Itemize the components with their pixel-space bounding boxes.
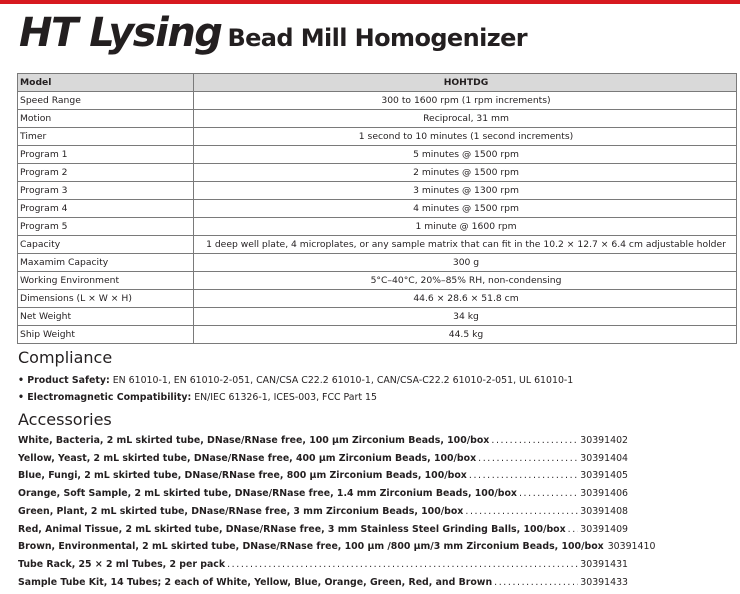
compliance-item [18, 389, 573, 406]
spec-row [18, 218, 737, 236]
spec-label: Program 3 [18, 182, 194, 200]
catalog-number: 30391408 [580, 505, 628, 517]
catalog-number: 30391405 [580, 470, 628, 482]
accessory-name: Yellow, Yeast, 2 mL skirted tube, DNase/RNase free, 400 µm Zirconium Beads, 100/box [18, 452, 477, 464]
spec-value: 44.6 × 28.6 × 51.8 cm [194, 290, 737, 308]
spec-label: Motion [18, 110, 194, 128]
page-title [19, 10, 527, 56]
dot-leader [519, 485, 578, 503]
spec-header-value: HOHTDG [194, 74, 737, 92]
spec-value: 34 kg [194, 308, 737, 326]
accessory-name: Blue, Fungi, 2 mL skirted tube, DNase/RNase free, 800 µm Zirconium Beads, 100/box [18, 470, 467, 482]
accessory-name: Tube Rack, 25 × 2 ml Tubes, 2 per pack [18, 558, 226, 570]
accessory-item [18, 485, 628, 503]
product-name: HT Lysing [19, 10, 222, 56]
compliance-label: • Electromagnetic Compatibility: [18, 392, 192, 403]
accessory-name: Red, Animal Tissue, 2 mL skirted tube, DNase/RNase free, 3 mm Stainless Steel Grinding Balls, 100/box [18, 523, 566, 535]
spec-value: Reciprocal, 31 mm [194, 110, 737, 128]
accessory-name: White, Bacteria, 2 mL skirted tube, DNase/RNase free, 100 µm Zirconium Beads, 100/box [18, 435, 490, 446]
spec-value: 2 minutes @ 1500 rpm [194, 164, 737, 182]
spec-label: Dimensions (L × W × H) [18, 290, 194, 308]
accessories-list [18, 432, 656, 591]
accessory-name: Green, Plant, 2 mL skirted tube, DNase/RNase free, 3 mm Zirconium Beads, 100/box [18, 505, 464, 517]
dot-leader [478, 450, 578, 468]
accessory-item [18, 538, 656, 556]
spec-label: Program 1 [18, 146, 194, 164]
spec-label: Program 2 [18, 164, 194, 182]
spec-row [18, 254, 737, 272]
spec-label: Maxamim Capacity [18, 254, 194, 272]
spec-label: Net Weight [18, 308, 194, 326]
spec-row [18, 182, 737, 200]
dot-leader [568, 521, 579, 539]
spec-row [18, 236, 737, 254]
dot-leader [469, 467, 578, 485]
spec-header-label: Model [18, 74, 194, 92]
dot-leader [465, 503, 578, 521]
accessory-name: Brown, Environmental, 2 mL skirted tube, DNase/RNase free, 100 µm /800 µm/3 mm Zirconium Beads, 100/box [18, 541, 604, 553]
compliance-list [18, 372, 573, 406]
compliance-item [18, 372, 573, 389]
catalog-number: 30391402 [580, 435, 628, 446]
catalog-number: 30391433 [580, 576, 628, 588]
spec-value: 300 to 1600 rpm (1 rpm increments) [194, 92, 737, 110]
accessory-item [18, 556, 628, 574]
compliance-text: EN/IEC 61326-1, ICES-003, FCC Part 15 [191, 392, 377, 403]
catalog-number: 30391404 [580, 452, 628, 464]
accessory-item [18, 467, 628, 485]
accessories-heading: Accessories [18, 410, 112, 429]
spec-row [18, 200, 737, 218]
spec-row [18, 326, 737, 344]
compliance-text: EN 61010-1, EN 61010-2-051, CAN/CSA C22.2 61010-1, CAN/CSA-C22.2 61010-2-051, UL 61010-1 [109, 375, 574, 386]
accessory-name: Sample Tube Kit, 14 Tubes; 2 each of White, Yellow, Blue, Orange, Green, Red, and Brown [18, 576, 493, 588]
accessory-item [18, 503, 628, 521]
accessory-item [18, 521, 628, 539]
product-subtitle: Bead Mill Homogenizer [227, 24, 527, 52]
spec-label: Program 4 [18, 200, 194, 218]
compliance-label: • Product Safety: [18, 375, 110, 386]
spec-value: 4 minutes @ 1500 rpm [194, 200, 737, 218]
spec-row [18, 128, 737, 146]
spec-row [18, 308, 737, 326]
accessory-item [18, 574, 628, 592]
spec-label: Ship Weight [18, 326, 194, 344]
catalog-number: 30391431 [580, 558, 628, 570]
spec-row [18, 110, 737, 128]
spec-label: Timer [18, 128, 194, 146]
spec-row [18, 272, 737, 290]
spec-label: Speed Range [18, 92, 194, 110]
spec-row [18, 92, 737, 110]
accessory-item [18, 450, 628, 468]
spec-header-row [18, 74, 737, 92]
spec-value: 300 g [194, 254, 737, 272]
spec-row [18, 290, 737, 308]
compliance-heading: Compliance [18, 348, 113, 367]
spec-label: Working Environment [18, 272, 194, 290]
spec-value: 1 second to 10 minutes (1 second increments) [194, 128, 737, 146]
accessory-item [18, 432, 628, 450]
spec-label: Program 5 [18, 218, 194, 236]
catalog-number: 30391406 [580, 488, 628, 500]
dot-leader [227, 556, 578, 574]
top-accent-rule [0, 0, 740, 4]
spec-value: 5 minutes @ 1500 rpm [194, 146, 737, 164]
spec-value: 44.5 kg [194, 326, 737, 344]
spec-table [17, 73, 737, 344]
spec-value: 5°C–40°C, 20%–85% RH, non-condensing [194, 272, 737, 290]
accessory-name: Orange, Soft Sample, 2 mL skirted tube, DNase/RNase free, 1.4 mm Zirconium Beads, 100/box [18, 488, 517, 500]
spec-value: 3 minutes @ 1300 rpm [194, 182, 737, 200]
spec-label: Capacity [18, 236, 194, 254]
dot-leader [491, 432, 578, 450]
catalog-number: 30391410 [607, 541, 656, 553]
dot-leader [494, 574, 578, 592]
spec-value: 1 minute @ 1600 rpm [194, 218, 737, 236]
spec-value: 1 deep well plate, 4 microplates, or any sample matrix that can fit in the 10.2 × 12.7 × 6.4 cm adjustable holder [194, 236, 737, 254]
spec-row [18, 146, 737, 164]
catalog-number: 30391409 [580, 523, 628, 535]
spec-row [18, 164, 737, 182]
